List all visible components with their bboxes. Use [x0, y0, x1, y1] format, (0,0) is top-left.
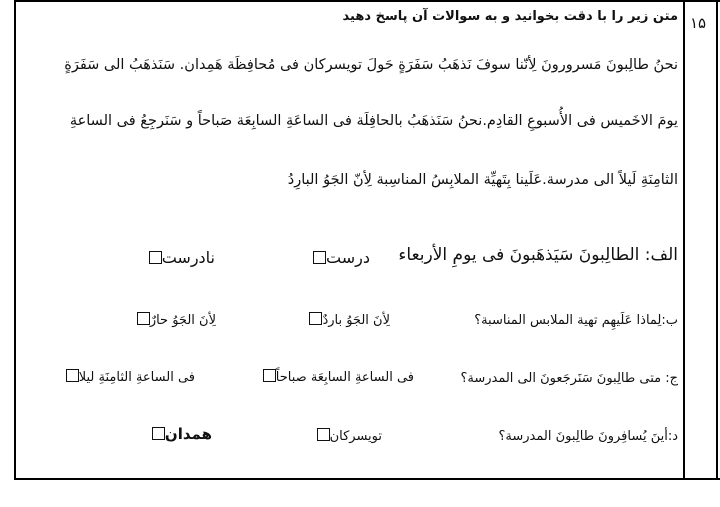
checkbox-icon[interactable] — [317, 428, 330, 441]
question-b-text: ب:لِماذا عَلَیهِم تهیة الملابس المناسبة؟ — [474, 313, 678, 328]
question-c-option-1[interactable] — [263, 369, 414, 384]
question-b-option-2[interactable] — [137, 312, 216, 327]
question-d-text: د:أینَ یُسافِرونَ طالِبونَ المدرسة؟ — [498, 429, 678, 444]
question-a-option-false[interactable] — [149, 250, 215, 266]
passage-line-1: نحنُ طالِبونَ مَسرورونَ لِأنّنا سوفَ نَذهَبُ سَفَرَةٍ حَولَ تویسرکان فی مُحافِظَة هَمِدان. سَنَذهَبُ الی سَفَرَةٍ — [64, 57, 678, 73]
checkbox-icon[interactable] — [263, 369, 276, 382]
question-c-option-2[interactable] — [66, 369, 195, 384]
checkbox-icon[interactable] — [313, 251, 326, 264]
option-label: لِأنَ الجَوُ حارٌ — [149, 313, 216, 328]
option-label: فی الساعةِ الثامِنَةِ لیلا — [78, 370, 195, 385]
passage-line-3: الثامِنَةِ لَیلاً الی مدرسة.عَلَینا بِتَهیِّة الملابِسُ المناسِبة لِأنّ الجَوُ البارِدُ — [287, 172, 678, 188]
option-label: درست — [326, 248, 370, 267]
passage-line-2: یومَ الاخَمیس فی الأُسبوعِ القادِم.نحنُ سَنَذهَبُ بالحافِلَة فی الساعَةِ السابِعَة صَباحاً و سَنَرجِعُ فی الساعةِ — [69, 113, 678, 129]
question-a-text: الف: الطالِبونَ سَیَذهَبونَ فی یومِ الأربعاء — [398, 245, 678, 265]
question-number: ۱۵ — [690, 14, 707, 32]
question-c-text: ج: متی طالِبونَ سَنَرجَعونَ الی المدرسة؟ — [460, 371, 678, 386]
right-border — [716, 0, 718, 480]
question-d-option-2[interactable] — [152, 427, 212, 442]
checkbox-icon[interactable] — [309, 312, 322, 325]
checkbox-icon[interactable] — [66, 369, 79, 382]
option-label: فی الساعةِ السابِعَة صباحاً — [275, 370, 414, 385]
option-label: لِأنَ الجَوُ باردٌ — [322, 313, 390, 328]
column-divider — [683, 0, 685, 480]
bottom-border — [14, 478, 720, 480]
checkbox-icon[interactable] — [149, 251, 162, 264]
option-label: تویسرکان — [329, 429, 382, 444]
checkbox-icon[interactable] — [152, 427, 165, 440]
left-border — [14, 0, 16, 480]
option-label: نادرست — [161, 248, 215, 267]
question-a-option-true[interactable] — [313, 250, 370, 266]
checkbox-icon[interactable] — [137, 312, 150, 325]
question-b-option-1[interactable] — [309, 312, 390, 327]
question-d-option-1[interactable] — [317, 428, 382, 443]
instruction-text: متن زیر را با دقت بخوانید و به سوالات آن پاسخ دهید — [342, 9, 678, 24]
top-border — [14, 0, 720, 2]
option-label: همدان — [164, 425, 212, 443]
